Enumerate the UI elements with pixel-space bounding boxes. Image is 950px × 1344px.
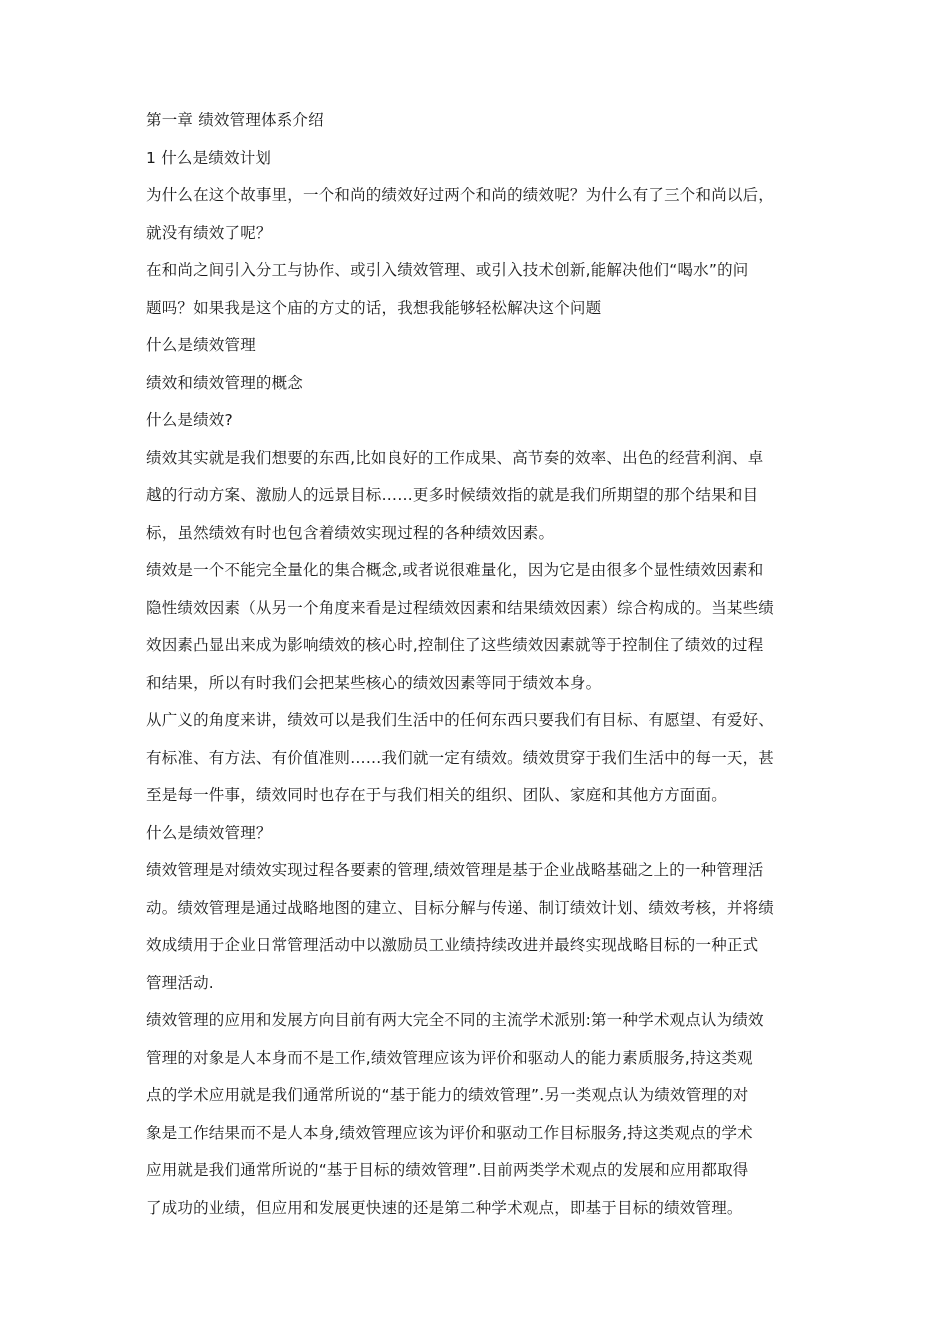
text-line: 第一章 绩效管理体系介绍 [146, 111, 324, 129]
body-paragraph [146, 177, 822, 252]
section-heading [146, 140, 822, 178]
text-line: 和结果，所以有时我们会把某些核心的绩效因素等同于绩效本身。 [146, 673, 602, 692]
section-heading [146, 327, 822, 365]
text-line: 1 什么是绩效计划 [146, 148, 272, 167]
text-line: 就没有绩效了呢？ [146, 223, 272, 242]
text-line: 至是每一件事，绩效同时也存在于与我们相关的组织、团队、家庭和其他方方面面。 [146, 786, 727, 804]
text-line: 绩效管理是对绩效实现过程各要素的管理,绩效管理是基于企业战略基础之上的一种管理活 [146, 861, 764, 879]
text-line: 有标准、有方法、有价值准则……我们就一定有绩效。绩效贯穿于我们生活中的每一天，甚 [146, 748, 775, 767]
body-paragraph [146, 702, 822, 815]
text-line: 效成绩用于企业日常管理活动中以激励员工业绩持续改进并最终实现战略目标的一种正式 [146, 936, 759, 954]
text-line: 隐性绩效因素（从另一个角度来看是过程绩效因素和结果绩效因素）综合构成的。当某些绩 [146, 598, 775, 617]
section-heading [146, 815, 822, 853]
text-line: 象是工作结果而不是人本身,绩效管理应该为评价和驱动工作目标服务,持这类观点的学术 [146, 1123, 753, 1142]
text-line: 什么是绩效? [146, 411, 233, 429]
text-line: 管理的对象是人本身而不是工作,绩效管理应该为评价和驱动人的能力素质服务,持这类观 [146, 1048, 753, 1067]
text-line: 应用就是我们通常所说的“基于目标的绩效管理”.目前两类学术观点的发展和应用都取得 [146, 1161, 749, 1179]
text-line: 绩效其实就是我们想要的东西,比如良好的工作成果、高节奏的效率、出色的经营利润、卓 [146, 448, 764, 467]
text-line: 绩效是一个不能完全量化的集合概念,或者说很难量化，因为它是由很多个显性绩效因素和 [146, 561, 764, 579]
text-line: 动。绩效管理是通过战略地图的建立、目标分解与传递、制订绩效计划、绩效考核，并将绩 [146, 898, 775, 917]
text-line: 为什么在这个故事里，一个和尚的绩效好过两个和尚的绩效呢？为什么有了三个和尚以后， [146, 186, 775, 204]
text-line: 绩效和绩效管理的概念 [146, 373, 304, 392]
text-line: 了成功的业绩，但应用和发展更快速的还是第二种学术观点，即基于目标的绩效管理。 [146, 1198, 743, 1217]
chapter-title [146, 102, 822, 140]
text-line: 越的行动方案、激励人的远景目标……更多时候绩效指的就是我们所期望的那个结果和目 [146, 486, 759, 504]
body-paragraph [146, 1002, 822, 1227]
body-paragraph [146, 440, 822, 553]
text-line: 什么是绩效管理 [146, 336, 256, 354]
document-page [146, 102, 822, 1227]
text-line: 什么是绩效管理？ [146, 823, 272, 842]
text-line: 管理活动. [146, 973, 214, 992]
text-line: 绩效管理的应用和发展方向目前有两大完全不同的主流学术派别:第一种学术观点认为绩效 [146, 1011, 764, 1029]
section-heading [146, 402, 822, 440]
body-paragraph [146, 852, 822, 1002]
text-line: 点的学术应用就是我们通常所说的“基于能力的绩效管理”.另一类观点认为绩效管理的对 [146, 1086, 749, 1104]
section-heading [146, 365, 822, 403]
text-line: 从广义的角度来讲，绩效可以是我们生活中的任何东西只要我们有目标、有愿望、有爱好、 [146, 711, 775, 729]
body-paragraph [146, 252, 822, 327]
text-line: 标，虽然绩效有时也包含着绩效实现过程的各种绩效因素。 [146, 523, 555, 542]
text-line: 题吗？如果我是这个庙的方丈的话，我想我能够轻松解决这个问题 [146, 298, 602, 317]
text-line: 效因素凸显出来成为影响绩效的核心时,控制住了这些绩效因素就等于控制住了绩效的过程 [146, 636, 764, 654]
body-paragraph [146, 552, 822, 702]
text-line: 在和尚之间引入分工与协作、或引入绩效管理、或引入技术创新,能解决他们“喝水”的问 [146, 261, 749, 279]
